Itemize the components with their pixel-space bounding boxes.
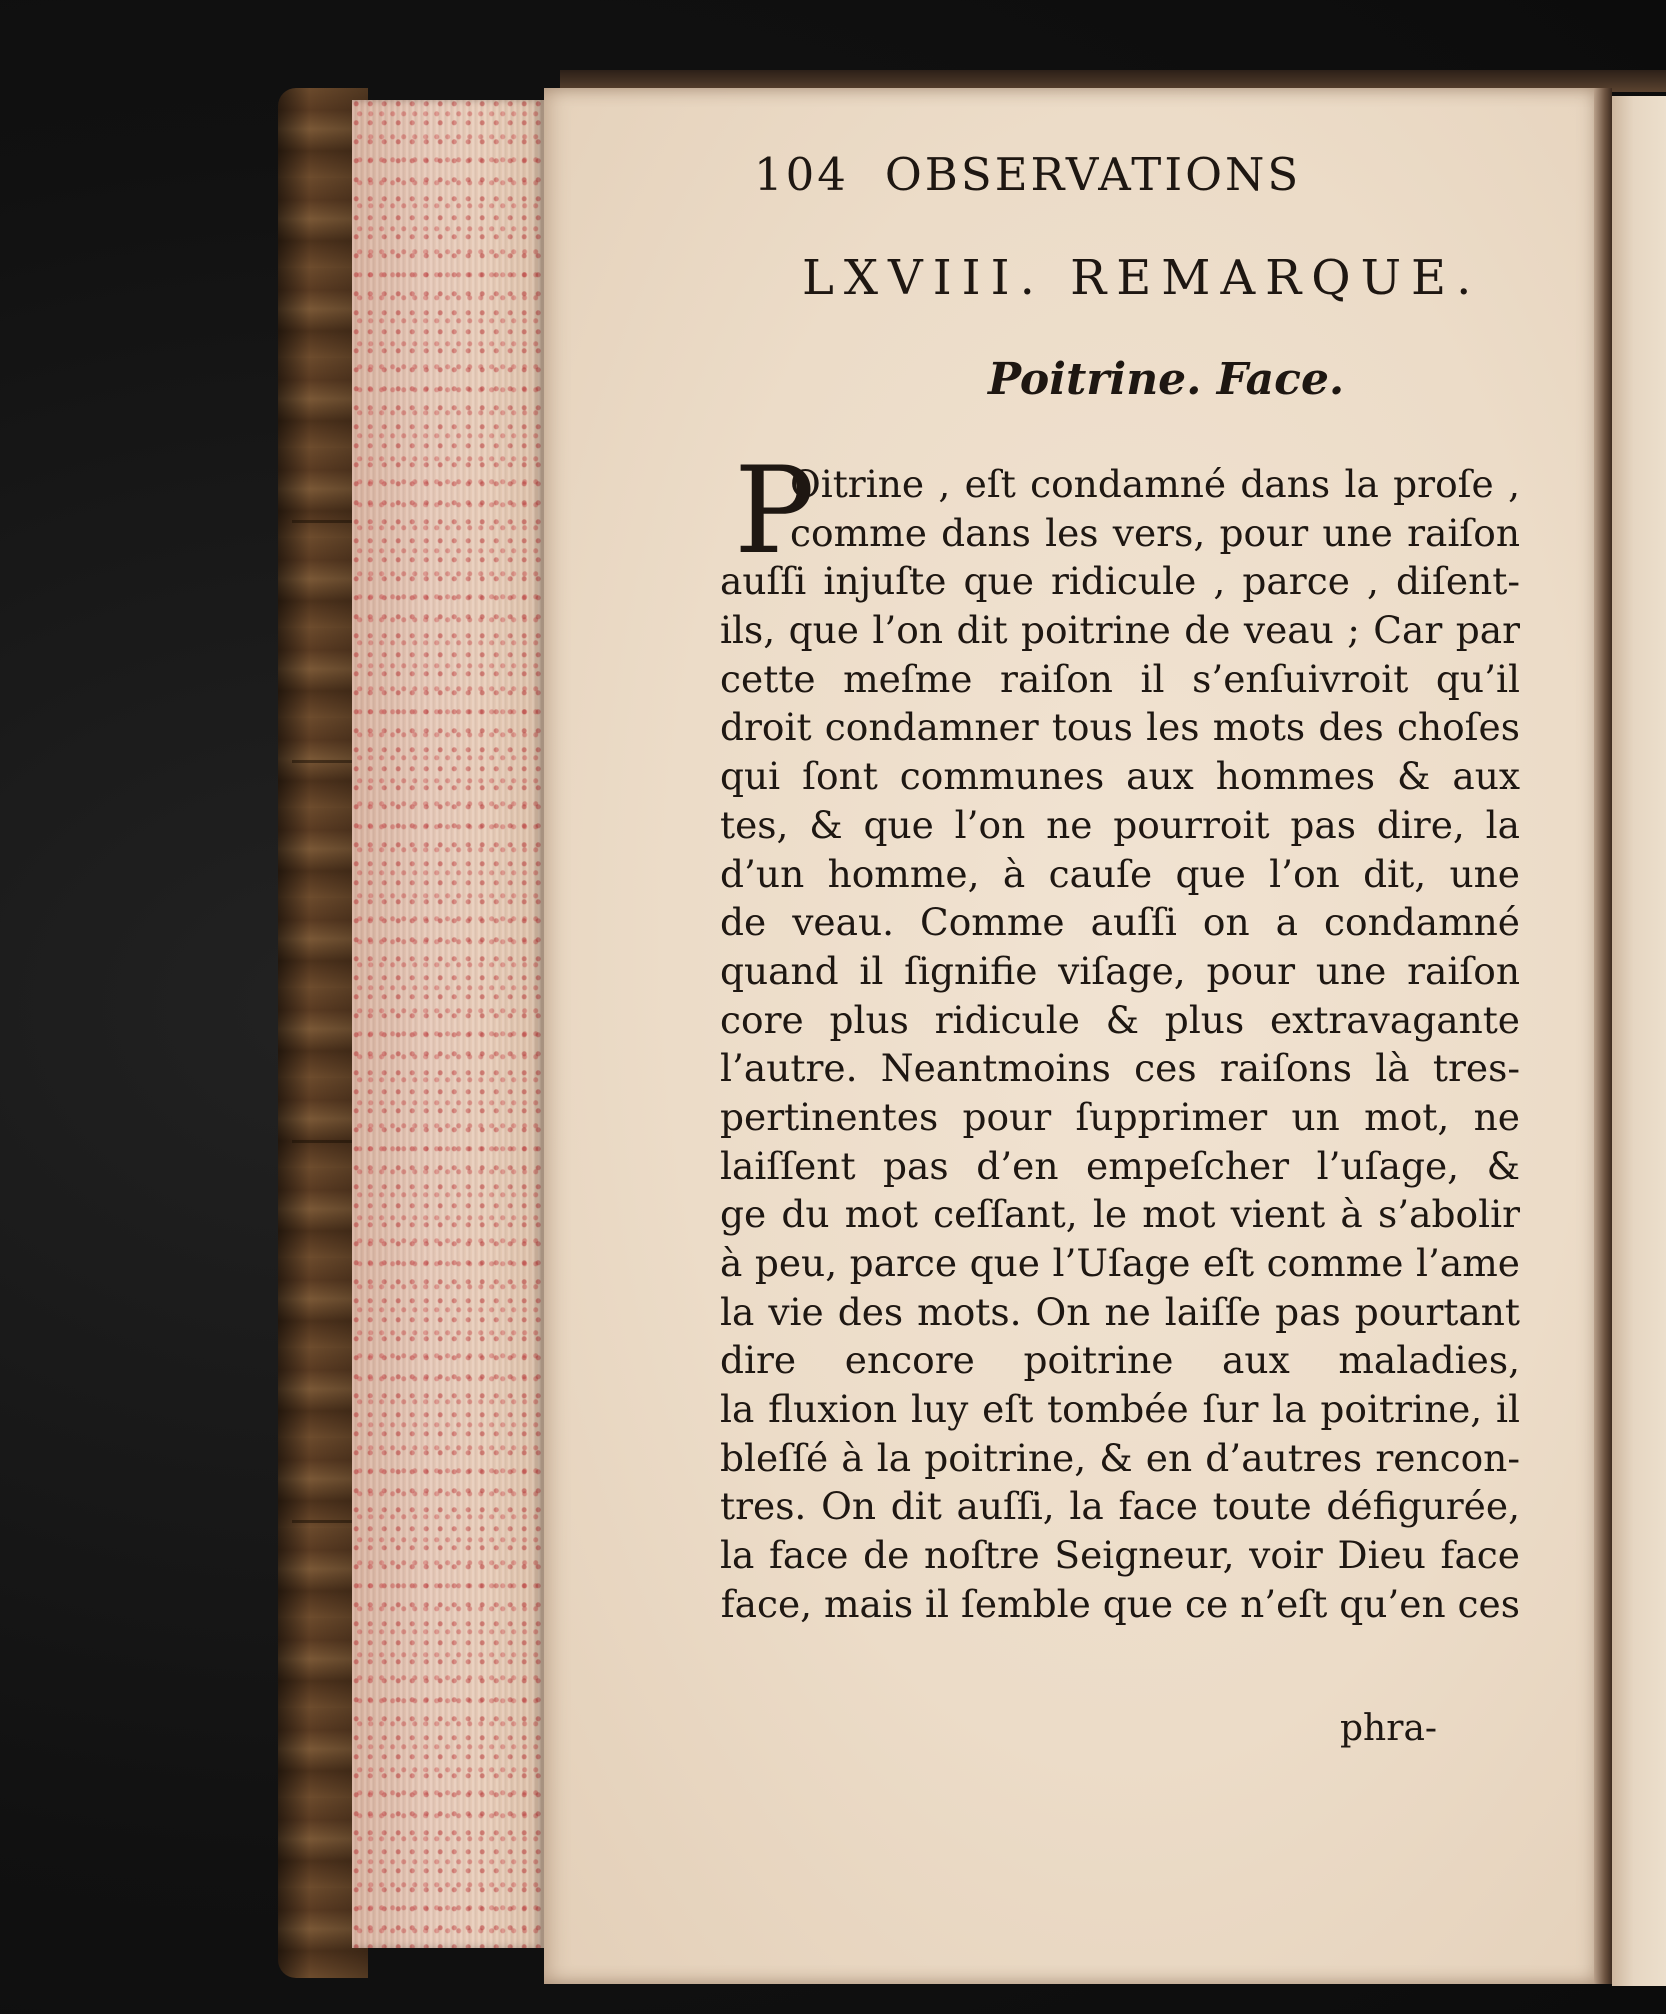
text-line: d’un homme, à cauſe que l’on dit, une: [720, 851, 1520, 896]
text-line: dire encore poitrine aux maladies,: [720, 1338, 1520, 1383]
text-line: ils, que l’on dit poitrine de veau ; Car par: [720, 608, 1520, 653]
text-line: tes, & que l’on ne pourroit pas dire, la: [720, 802, 1520, 847]
body-text: [720, 442, 1520, 1629]
book-gutter: [1594, 88, 1612, 1984]
page-edges: [352, 100, 544, 1948]
text-line: laiſſent pas d’en empeſcher l’uſage, &: [720, 1143, 1520, 1188]
text-line: de veau. Comme auſſi on a condamné: [720, 900, 1520, 945]
text-line: la vie des mots. On ne laiſſe pas pourtant: [720, 1289, 1520, 1334]
binding-crack: [292, 1520, 352, 1523]
text-line: cette meſme raiſon il s’enſuivroit qu’il: [720, 656, 1520, 701]
text-line: core plus ridicule & plus extravagante: [720, 997, 1520, 1042]
facing-page: [1612, 96, 1666, 1986]
binding-crack: [292, 1140, 352, 1143]
text-line: bleſſé à la poitrine, & en d’autres rencon-: [720, 1435, 1520, 1480]
remark-subtitle: Poitrine. Face.: [988, 354, 1345, 405]
text-line: qui ſont communes aux hommes & aux: [720, 754, 1520, 799]
text-line: Oitrine , eſt condamné dans la proſe ,: [790, 462, 1520, 506]
text-line: droit condamner tous les mots des choſes: [720, 705, 1520, 750]
text-line: quand il ſignifie viſage, pour une raiſon: [720, 948, 1520, 993]
text-line: à peu, parce que l’Uſage eſt comme l’ame: [720, 1241, 1520, 1285]
binding-crack: [292, 520, 352, 523]
running-head: [754, 148, 1301, 201]
drop-cap: P: [734, 442, 815, 581]
remark-title: LXVIII. REMARQUE.: [802, 250, 1482, 306]
catchword: phra-: [1340, 1708, 1438, 1749]
text-line: la face de noſtre Seigneur, voir Dieu face: [720, 1533, 1520, 1578]
running-head-title: OBSERVATIONS: [884, 148, 1302, 201]
text-line: auſſi injuſte que ridicule , parce , diſent-: [720, 559, 1520, 604]
text-line: face, mais il ſemble que ce n’eſt qu’en ces: [720, 1581, 1520, 1626]
text-line: comme dans les vers, pour une raiſon: [790, 510, 1520, 555]
page-number: 104: [754, 148, 849, 201]
text-line: tres. On dit auſſi, la face toute défigurée,: [720, 1484, 1520, 1529]
text-line: la fluxion luy eſt tombée ſur la poitrine, il: [720, 1387, 1520, 1432]
text-line: l’autre. Neantmoins ces raiſons là tres-: [720, 1046, 1520, 1091]
text-line: pertinentes pour ſupprimer un mot, ne: [720, 1094, 1520, 1139]
text-line: ge du mot ceſſant, le mot vient à s’abolir: [720, 1192, 1520, 1237]
binding-crack: [292, 760, 352, 763]
